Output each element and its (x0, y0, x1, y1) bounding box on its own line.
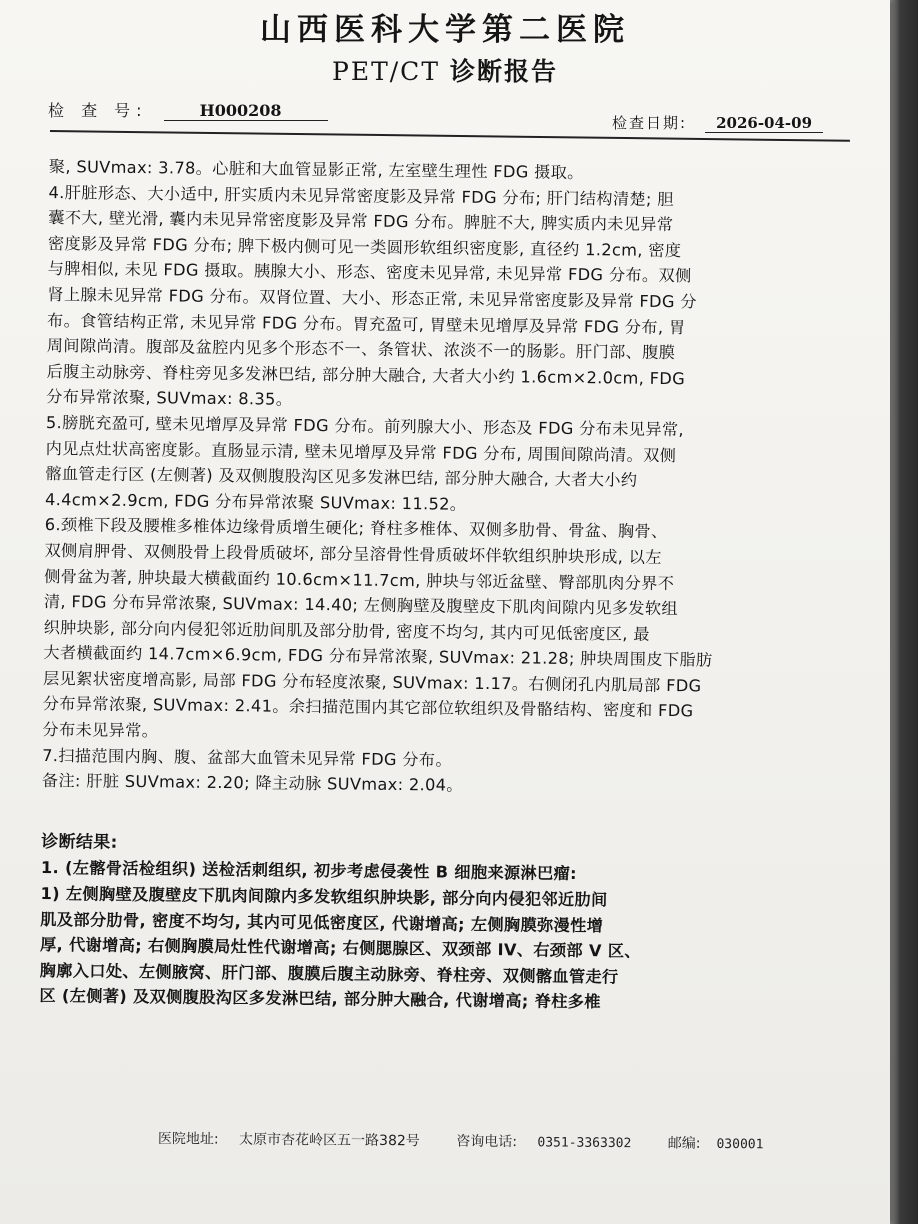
diagnosis-line: 胸廓入口处、左侧腋窝、肝门部、腹膜后腹主动脉旁、脊柱旁、双侧髂血管走行 (39, 960, 619, 987)
page-footer (158, 1128, 796, 1154)
findings-line: 聚, SUVmax: 3.78。心脏和大血管显影正常, 左室壁生理性 FDG 摄取。 (48, 156, 584, 183)
findings-line: 内见点灶状高密度影。直肠显示清, 壁未见增厚及异常 FDG 分布, 周围间隙尚清。双侧 (45, 438, 677, 465)
exam-date (612, 112, 823, 133)
diagnosis-line: 厚, 代谢增高; 右侧胸膜局灶性代谢增高; 右侧腮腺区、双颈部 IV、右颈部 V 区、 (39, 935, 641, 961)
findings-line: 分布异常浓聚, SUVmax: 2.41。余扫描范围内其它部位软组织及骨骼结构、密度和 FDG (42, 694, 694, 721)
findings-line: 4.4cm×2.9cm, FDG 分布异常浓聚 SUVmax: 11.52。 (44, 489, 467, 514)
footer-postcode-value: 030001 (716, 1136, 764, 1153)
findings-line: 布。食管结构正常, 未见异常 FDG 分布。胃充盈可, 胃壁未见增厚及异常 FDG 分布, 胃 (47, 310, 686, 337)
exam-number (48, 98, 328, 121)
findings-line: 5.膀胱充盈可, 壁未见增厚及异常 FDG 分布。前列腺大小、形态及 FDG 分布未见异常, (45, 412, 685, 440)
findings-line: 与脾相似, 未见 FDG 摄取。胰腺大小、形态、密度未见异常, 未见异常 FDG 分布。双侧 (47, 259, 692, 286)
report-title-cn: 诊断报告 (449, 57, 558, 86)
findings-line: 侧骨盆为著, 肿块最大横截面约 10.6cm×11.7cm, 肿块与邻近盆壁、臀部肌肉分界不 (44, 566, 675, 593)
findings-line: 4.肝脏形态、大小适中, 肝实质内未见异常密度影及异常 FDG 分布; 肝门结构清楚; 胆 (48, 182, 674, 209)
findings-line: 分布未见异常。 (42, 720, 159, 741)
diagnosis-line: 1) 左侧胸壁及腹壁皮下肌肉间隙内多发软组织肿块影, 部分向内侵犯邻近肋间 (40, 883, 608, 910)
findings-line: 层见絮状密度增高影, 局部 FDG 分布轻度浓聚, SUVmax: 1.17。右侧闭孔内肌局部 FDG (42, 668, 702, 696)
findings-line: 备注: 肝脏 SUVmax: 2.20; 降主动脉 SUVmax: 2.04。 (41, 771, 464, 795)
findings-line: 分布异常浓聚, SUVmax: 8.35。 (46, 387, 293, 410)
findings-line: 大者横截面约 14.7cm×6.9cm, FDG 分布异常浓聚, SUVmax: 21.28; 肿块周围皮下脂肪 (43, 643, 713, 670)
footer-postcode-label: 邮编: (667, 1135, 701, 1152)
hospital-name: 山西医科大学第二医院 (260, 12, 630, 48)
exam-number-label: 检 查 号: (48, 101, 148, 120)
findings-line: 周间隙尚清。腹部及盆腔内见多个形态不一、条管状、浓淡不一的肠影。肝门部、腹膜 (46, 336, 676, 363)
report-title (0, 52, 890, 88)
footer-postcode (668, 1135, 780, 1152)
findings-line: 织肿块影, 部分向内侵犯邻近肋间肌及部分肋骨, 密度不均匀, 其内可见低密度区, 最 (43, 617, 650, 644)
exam-number-value: H000208 (164, 101, 328, 121)
findings-line: 6.颈椎下段及腰椎多椎体边缘骨质增生硬化; 脊柱多椎体、双侧多肋骨、骨盆、胸骨、 (44, 515, 668, 542)
diagnosis-section (39, 830, 889, 1019)
footer-address-value: 太原市杏花岭区五一路382号 (239, 1131, 420, 1150)
diagnosis-title: 诊断结果: (41, 831, 118, 853)
findings-section (42, 154, 897, 803)
findings-line: 7.扫描范围内胸、腹、盆部大血管未见异常 FDG 分布。 (42, 745, 453, 770)
report-body (39, 154, 897, 1019)
findings-line: 双侧肩胛骨、双侧股骨上段骨质破坏, 部分呈溶骨性骨质破坏伴软组织肿块形成, 以左 (44, 540, 662, 567)
diagnosis-line: 肌及部分肋骨, 密度不均匀, 其内可见低密度区, 代谢增高; 左侧胸膜弥漫性增 (40, 909, 604, 935)
findings-line: 清, FDG 分布异常浓聚, SUVmax: 14.40; 左侧胸壁及腹壁皮下肌肉间隙内见多发软组 (43, 592, 679, 619)
footer-phone (456, 1134, 647, 1152)
footer-phone-value: 0351-3363302 (537, 1135, 632, 1152)
exam-date-label: 检查日期: (612, 114, 688, 132)
exam-date-value: 2026-04-09 (705, 114, 823, 133)
findings-line: 肾上腺未见异常 FDG 分布。双肾位置、大小、形态正常, 未见异常密度影及异常 FDG 分 (47, 284, 697, 312)
findings-line: 囊不大, 壁光滑, 囊内未见异常密度影及异常 FDG 分布。脾脏不大, 脾实质内未见异常 (48, 208, 674, 235)
footer-address-label: 医院地址: (157, 1130, 219, 1148)
report-title-en: PET/CT (332, 57, 440, 86)
diagnosis-line: 1. (左髂骨活检组织) 送检活刺组织, 初步考虑侵袭性 B 细胞来源淋巴瘤: (40, 858, 578, 884)
footer-phone-label: 咨询电话: (456, 1133, 518, 1151)
footer-address (158, 1131, 436, 1149)
findings-line: 后腹主动脉旁、脊柱旁见多发淋巴结, 部分肿大融合, 大者大小约 1.6cm×2.0cm, FDG (46, 361, 686, 388)
diagnosis-line: 区 (左侧著) 及双侧腹股沟区多发淋巴结, 部分肿大融合, 代谢增高; 脊柱多椎 (39, 986, 601, 1012)
findings-line: 髂血管走行区 (左侧著) 及双侧腹股沟区见多发淋巴结, 部分肿大融合, 大者大小约 (45, 464, 638, 490)
findings-line: 密度影及异常 FDG 分布; 脾下极内侧可见一类圆形软组织密度影, 直径约 1.2cm, 密度 (47, 233, 682, 260)
